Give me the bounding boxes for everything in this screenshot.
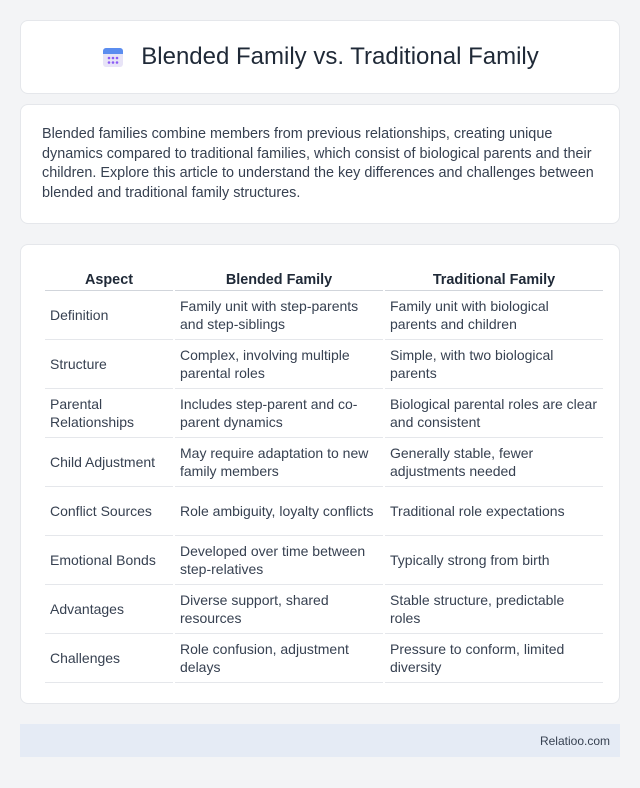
cell-traditional: Simple, with two biological parents (385, 340, 603, 389)
cell-blended: Developed over time between step-relatives (175, 536, 383, 585)
table-header-row (45, 265, 603, 291)
cell-blended: Diverse support, shared resources (175, 585, 383, 634)
table-row (45, 389, 603, 438)
title-card (20, 20, 620, 94)
cell-blended: Includes step-parent and co-parent dynamics (175, 389, 383, 438)
cell-traditional: Stable structure, predictable roles (385, 585, 603, 634)
cell-aspect: Structure (45, 340, 173, 389)
cell-aspect: Emotional Bonds (45, 536, 173, 585)
footer-site-name[interactable]: Relatioo.com (539, 733, 610, 748)
cell-traditional: Pressure to conform, limited diversity (385, 634, 603, 683)
cell-blended: Role ambiguity, loyalty conflicts (175, 487, 383, 536)
footer (20, 724, 620, 757)
column-header-traditional: Traditional Family (385, 265, 603, 291)
column-header-blended: Blended Family (175, 265, 383, 291)
intro-text: Blended families combine members from previous relationships, creating unique dynamics compared to traditional families, which consist of biological parents and their children. Explore this article to understand the key differences and challenges between blended and traditional family structures. (42, 126, 594, 201)
column-header-aspect: Aspect (45, 265, 173, 291)
cell-traditional: Typically strong from birth (385, 536, 603, 585)
page-title: Blended Family vs. Traditional Family (141, 43, 539, 70)
intro-card (20, 104, 620, 224)
cell-aspect: Conflict Sources (45, 487, 173, 536)
comparison-table-card (20, 244, 620, 704)
calendar-icon (101, 45, 125, 69)
cell-blended: Role confusion, adjustment delays (175, 634, 383, 683)
comparison-table (43, 265, 605, 683)
cell-blended: Complex, involving multiple parental roles (175, 340, 383, 389)
cell-aspect: Challenges (45, 634, 173, 683)
table-row (45, 536, 603, 585)
table-row (45, 340, 603, 389)
table-row (45, 487, 603, 536)
cell-aspect: Definition (45, 291, 173, 340)
cell-blended: Family unit with step-parents and step-siblings (175, 291, 383, 340)
table-row (45, 634, 603, 683)
table-row (45, 438, 603, 487)
table-row (45, 291, 603, 340)
cell-traditional: Biological parental roles are clear and consistent (385, 389, 603, 438)
cell-traditional: Traditional role expectations (385, 487, 603, 536)
cell-traditional: Family unit with biological parents and children (385, 291, 603, 340)
cell-aspect: Child Adjustment (45, 438, 173, 487)
cell-blended: May require adaptation to new family members (175, 438, 383, 487)
cell-aspect: Parental Relationships (45, 389, 173, 438)
cell-traditional: Generally stable, fewer adjustments needed (385, 438, 603, 487)
table-row (45, 585, 603, 634)
cell-aspect: Advantages (45, 585, 173, 634)
